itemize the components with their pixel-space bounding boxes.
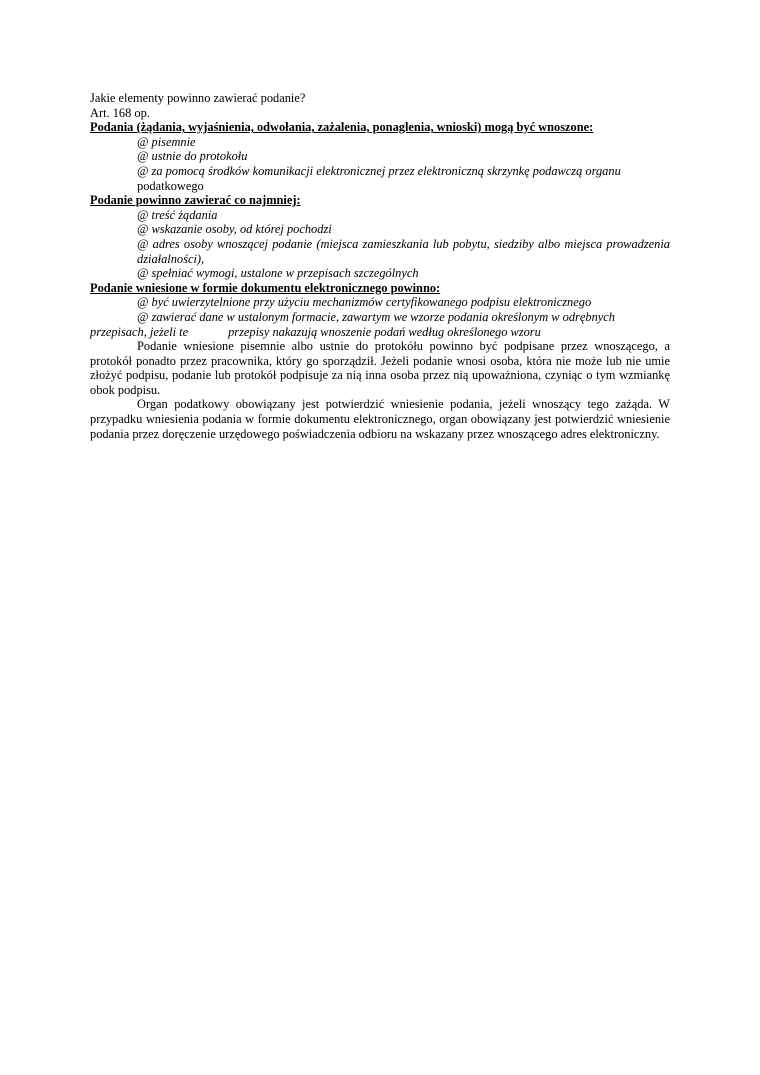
list-item: @ pisemnie [137, 134, 196, 149]
article-reference: Art. 168 op. [90, 105, 150, 120]
list-item: @ zawierać dane w ustalonym formacie, zawartym we wzorze podania określonym w odrębnych [137, 309, 615, 324]
document-page [90, 91, 670, 441]
list-item-continuation: podatkowego [137, 178, 204, 193]
list-item: @ ustnie do protokołu [137, 149, 248, 164]
list-item [137, 164, 670, 193]
question-line: Jakie elementy powinno zawierać podanie? [90, 91, 306, 105]
section-heading-electronic-document: Podanie wniesione w formie dokumentu elektronicznego powinno: [90, 280, 441, 295]
list-item: @ wskazanie osoby, od której pochodzi [137, 222, 332, 237]
list-item: @ być uwierzytelnione przy użyciu mechanizmów certyfikowanego podpisu elektronicznego [137, 295, 592, 310]
list-item: @ adres osoby wnoszącej podanie (miejsca zamieszkania lub pobytu, siedziby albo miejsca prowadzenia działalności), [137, 236, 670, 266]
paragraph-confirmation: Organ podatkowy obowiązany jest potwierdzić wniesienie podania, jeżeli wnoszący tego zażąda. W przypadku wniesienia podania w formie dokumentu elektronicznego, organ obowiązany jest potwierdzić wniesienie podania przez doręczenie urzędowego poświadczenia odbioru na wskazany przez wnoszącego adres elektroniczny. [90, 397, 670, 441]
list-item: @ spełniać wymogi, ustalone w przepisach szczególnych [137, 266, 419, 281]
continuation-part-b: przepisy nakazują wnoszenie podań według określonego wzoru [228, 324, 541, 339]
paragraph-signature: Podanie wniesione pisemnie albo ustnie do protokółu powinno być podpisane przez wnoszącego, a protokół ponadto przez pracownika, który go sporządził. Jeżeli podanie wnosi osoba, która nie może lub nie umie złożyć podpisu, podanie lub protokół podpisuje za nią inna osoba przez nią upoważniona, czyniąc o tym wzmiankę obok podpisu. [90, 339, 670, 397]
list-item-text: @ za pomocą środków komunikacji elektronicznej przez elektroniczną skrzynkę podawczą organu [137, 163, 621, 178]
section-heading-required-content: Podanie powinno zawierać co najmniej: [90, 193, 301, 208]
list-item: @ treść żądania [137, 207, 218, 222]
list-item-continuation [90, 325, 670, 340]
continuation-part-a: przepisach, jeżeli te [90, 324, 189, 339]
section-heading-submission-forms: Podania (żądania, wyjaśnienia, odwołania, zażalenia, ponaglenia, wnioski) mogą być wnoszone: [90, 120, 594, 135]
